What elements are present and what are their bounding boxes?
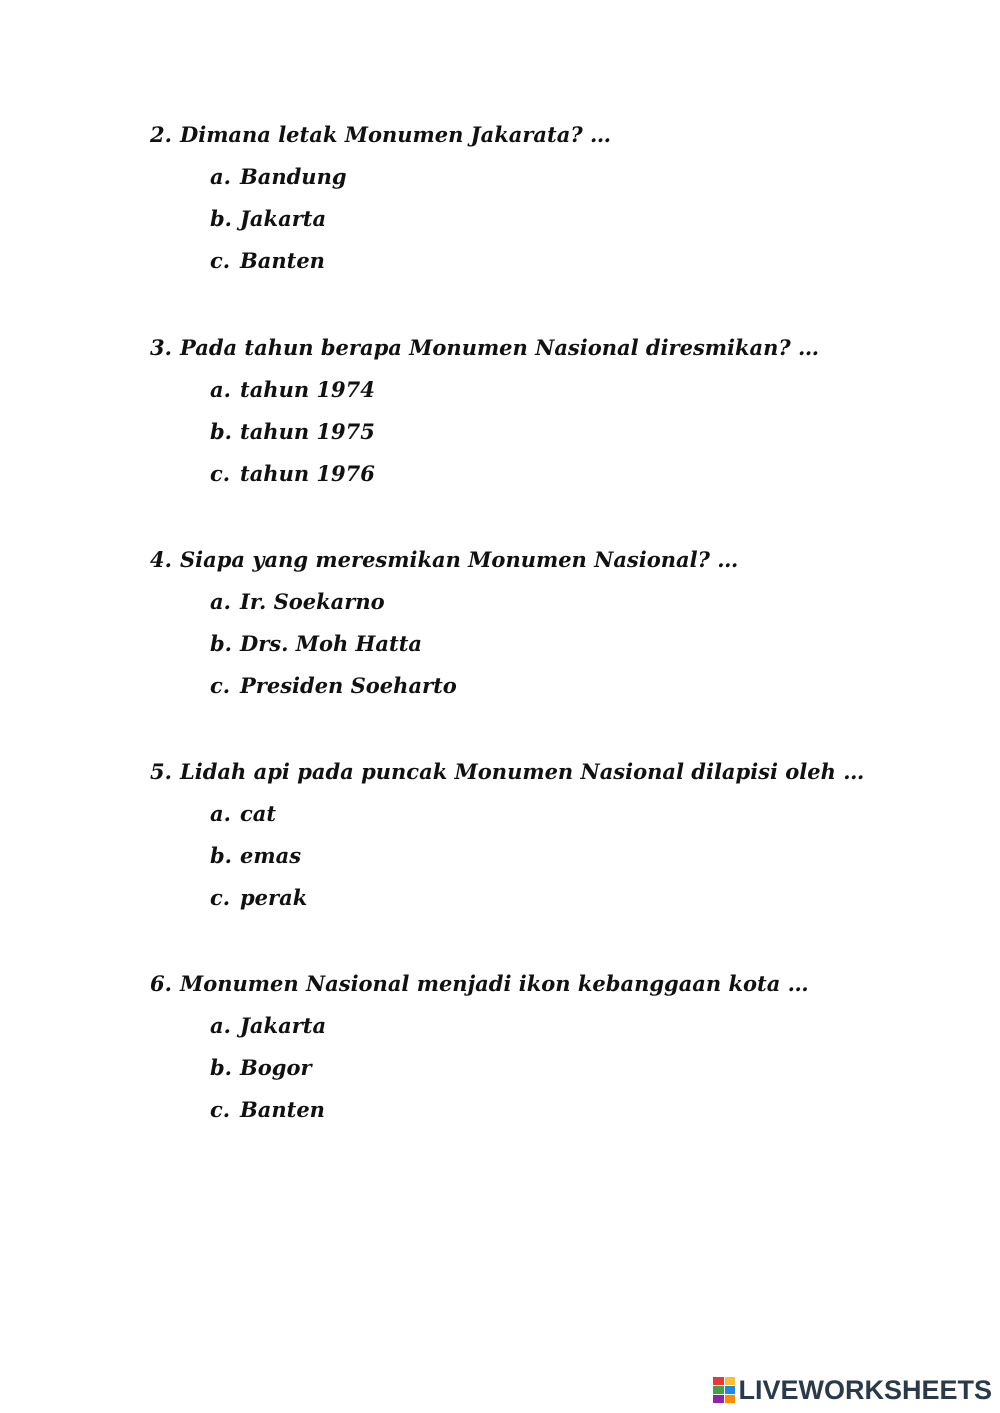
option-letter: c. — [210, 1097, 231, 1122]
option-a[interactable] — [150, 793, 930, 835]
option-letter: c. — [210, 885, 231, 910]
option-c[interactable] — [150, 453, 930, 495]
question-3 — [150, 327, 930, 495]
option-text: tahun 1975 — [240, 419, 375, 444]
option-letter: c. — [210, 673, 231, 698]
question-text-line — [150, 751, 930, 793]
option-text: Drs. Moh Hatta — [240, 631, 423, 656]
option-letter: a. — [210, 1013, 231, 1038]
option-letter: a. — [210, 164, 231, 189]
option-a[interactable] — [150, 1005, 930, 1047]
option-letter: b. — [210, 1055, 232, 1080]
option-text: Ir. Soekarno — [240, 589, 385, 614]
option-text: Banten — [240, 248, 325, 273]
logo-cell — [713, 1377, 724, 1385]
logo-cell — [713, 1386, 724, 1394]
question-number: 4. — [150, 547, 172, 572]
question-4 — [150, 539, 930, 707]
watermark-text: LIVEWORKSHEETS — [738, 1375, 992, 1405]
logo-cell — [725, 1386, 736, 1394]
option-letter: a. — [210, 377, 231, 402]
option-b[interactable] — [150, 198, 930, 240]
option-text: Bandung — [240, 164, 347, 189]
logo-cell — [713, 1395, 724, 1403]
option-text: Banten — [240, 1097, 325, 1122]
logo-cell — [725, 1377, 736, 1385]
option-letter: b. — [210, 206, 232, 231]
question-text: Dimana letak Monumen Jakarata? … — [180, 122, 611, 147]
question-number: 3. — [150, 335, 172, 360]
option-b[interactable] — [150, 623, 930, 665]
option-letter: b. — [210, 631, 232, 656]
question-number: 2. — [150, 122, 172, 147]
question-text-line — [150, 539, 930, 581]
option-text: Bogor — [240, 1055, 312, 1080]
question-2 — [150, 114, 930, 282]
question-text-line — [150, 114, 930, 156]
option-letter: c. — [210, 248, 231, 273]
question-number: 6. — [150, 971, 172, 996]
option-text: tahun 1974 — [240, 377, 375, 402]
question-text-line — [150, 327, 930, 369]
option-text: Jakarta — [240, 206, 327, 231]
question-text: Pada tahun berapa Monumen Nasional diresmikan? … — [180, 335, 820, 360]
option-text: Jakarta — [240, 1013, 327, 1038]
option-letter: b. — [210, 419, 232, 444]
option-c[interactable] — [150, 877, 930, 919]
option-letter: b. — [210, 843, 232, 868]
option-c[interactable] — [150, 240, 930, 282]
question-text: Lidah api pada puncak Monumen Nasional dilapisi oleh … — [180, 759, 865, 784]
logo-cell — [725, 1395, 736, 1403]
question-text: Siapa yang meresmikan Monumen Nasional? … — [180, 547, 739, 572]
question-6 — [150, 963, 930, 1131]
question-5 — [150, 751, 930, 919]
option-c[interactable] — [150, 665, 930, 707]
option-letter: a. — [210, 589, 231, 614]
option-text: tahun 1976 — [240, 461, 375, 486]
option-a[interactable] — [150, 369, 930, 411]
option-a[interactable] — [150, 581, 930, 623]
option-text: emas — [240, 843, 302, 868]
question-text: Monumen Nasional menjadi ikon kebanggaan kota … — [180, 971, 809, 996]
option-c[interactable] — [150, 1089, 930, 1131]
option-letter: c. — [210, 461, 231, 486]
liveworksheets-logo-icon — [713, 1377, 735, 1403]
option-letter: a. — [210, 801, 231, 826]
option-text: Presiden Soeharto — [240, 673, 457, 698]
question-text-line — [150, 963, 930, 1005]
option-b[interactable] — [150, 835, 930, 877]
option-a[interactable] — [150, 156, 930, 198]
question-number: 5. — [150, 759, 172, 784]
option-text: perak — [240, 885, 308, 910]
option-b[interactable] — [150, 1047, 930, 1089]
liveworksheets-watermark[interactable] — [713, 1375, 992, 1405]
option-text: cat — [240, 801, 277, 826]
option-b[interactable] — [150, 411, 930, 453]
